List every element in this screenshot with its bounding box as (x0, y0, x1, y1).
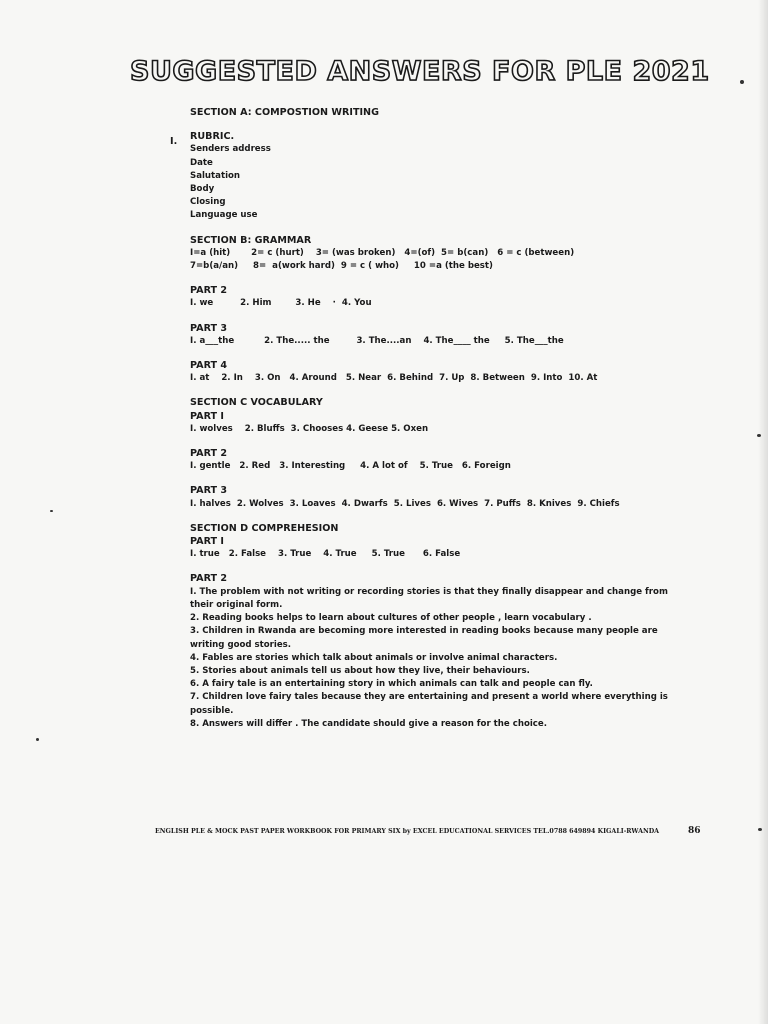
page-number: 86 (688, 826, 701, 836)
rubric-item: Senders address (190, 144, 271, 155)
section-c-heading: SECTION C VOCABULARY (190, 397, 323, 409)
vocab-part1-heading: PART I (190, 410, 224, 422)
grammar-part2-answers: I. we 2. Him 3. He · 4. You (190, 298, 372, 309)
section-b-heading: SECTION B: GRAMMAR (190, 234, 312, 246)
comp-answer: 3. Children in Rwanda are becoming more interested in reading books because many people are writing good stories. (190, 626, 658, 650)
page-title: SUGGESTED ANSWERS FOR PLE 2021 (130, 56, 710, 87)
scan-speck (740, 80, 744, 84)
grammar-answers-line-2: 7=b(a/an) 8= a(work hard) 9 = c ( who) 10 =a (the best) (190, 261, 493, 272)
grammar-part2-heading: PART 2 (190, 285, 228, 297)
comp-part1-answers: I. true 2. False 3. True 4. True 5. True 6. False (190, 549, 461, 560)
rubric-item: Date (190, 157, 213, 168)
comp-part2-heading: PART 2 (190, 573, 228, 585)
rubric-item: Language use (190, 210, 258, 221)
vocab-part2-heading: PART 2 (190, 448, 228, 460)
grammar-part4-answers: I. at 2. In 3. On 4. Around 5. Near 6. Behind 7. Up 8. Between 9. Into 10. At (190, 373, 598, 384)
rubric-item: Closing (190, 197, 226, 208)
comp-answer: 6. A fairy tale is an entertaining story in which animals can talk and people can fly. (190, 679, 593, 690)
comp-answer: 7. Children love fairy tales because they are entertaining and present a world where everything is possible. (190, 692, 668, 716)
vocab-part2-answers: I. gentle 2. Red 3. Interesting 4. A lot of 5. True 6. Foreign (190, 461, 511, 472)
comp-answer: I. The problem with not writing or recording stories is that they finally disappear and change from their original form. (190, 586, 668, 610)
comp-answer: 2. Reading books helps to learn about cultures of other people , learn vocabulary . (190, 613, 592, 624)
section-a-heading: SECTION A: COMPOSTION WRITING (190, 107, 379, 118)
rubric-item: Body (190, 184, 215, 195)
scan-speck (757, 434, 761, 437)
comp-part1-heading: PART I (190, 536, 224, 548)
grammar-part4-heading: PART 4 (190, 360, 228, 372)
vocab-part1-answers: I. wolves 2. Bluffs 3. Chooses 4. Geese 5. Oxen (190, 423, 429, 434)
scan-speck (758, 828, 762, 831)
scan-speck (50, 510, 53, 512)
answer-content (190, 106, 690, 731)
comp-answer: 8. Answers will differ . The candidate should give a reason for the choice. (190, 718, 547, 729)
page-edge-shadow (758, 0, 768, 1024)
grammar-answers-line-1: I=a (hit) 2= c (hurt) 3= (was broken) 4=(of) 5= b(can) 6 = c (between) (190, 247, 575, 258)
scan-speck (36, 738, 39, 741)
grammar-part3-answers: I. a___the 2. The..... the 3. The....an 4. The____ the 5. The___the (190, 335, 564, 346)
page-footer: ENGLISH PLE & MOCK PAST PAPER WORKBOOK FOR PRIMARY SIX by EXCEL EDUCATIONAL SERVICES TEL.0788 649894 KIGALI-RWANDA (155, 828, 660, 835)
section-a-number: I. (170, 136, 178, 147)
grammar-part3-heading: PART 3 (190, 322, 228, 334)
vocab-part3-answers: I. halves 2. Wolves 3. Loaves 4. Dwarfs 5. Lives 6. Wives 7. Puffs 8. Knives 9. Chiefs (190, 498, 620, 509)
comp-answer: 5. Stories about animals tell us about how they live, their behaviours. (190, 665, 530, 676)
vocab-part3-heading: PART 3 (190, 485, 228, 497)
section-d-heading: SECTION D COMPREHESION (190, 522, 339, 534)
comp-answer: 4. Fables are stories which talk about animals or involve animal characters. (190, 652, 558, 663)
rubric-heading: RUBRIC. (190, 131, 235, 143)
rubric-item: Salutation (190, 170, 241, 181)
